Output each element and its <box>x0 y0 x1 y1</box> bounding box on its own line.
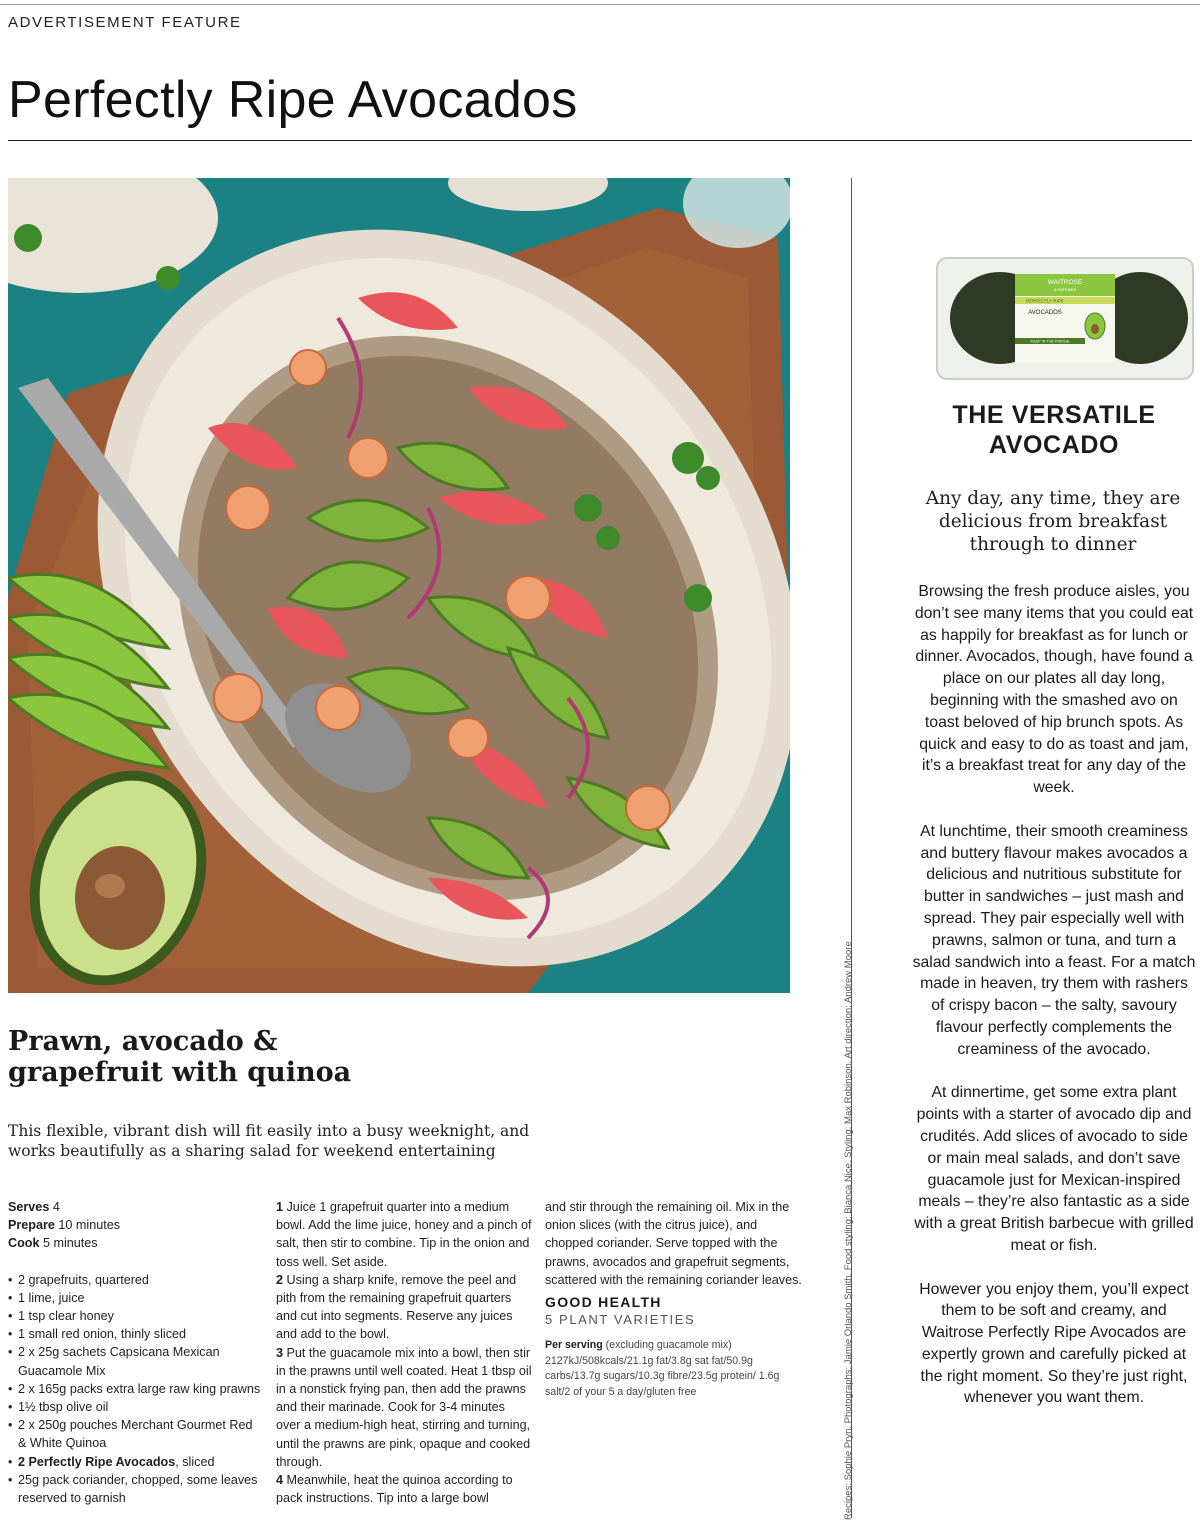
ingredient-item: • 2 grapefruits, quartered <box>8 1271 263 1289</box>
sidebar-paragraph: Browsing the fresh produce aisles, you don’t see many items that you could eat as happily for breakfast as for lunch or dinner. Avocados, though, have found a place on our plates all day long, beginning with the smashed avo on toast beloved of hip brunch spots. As quick and easy to do as toast and jam, it’s a breakfast treat for any day of the week. <box>914 583 1194 797</box>
sidebar-paragraph: At lunchtime, their smooth creaminess and buttery flavour makes avocados a delicious and nutritious substitute for butter in sandwiches – just mash and spread. They pair especially well with prawns, salmon or tuna, and turn a salad sandwich into a feast. For a match made in heaven, try them with rashers of crispy bacon – the salty, savoury flavour perfectly complements the creaminess of the avocado. <box>912 822 1196 1058</box>
good-health-subtitle: 5 PLANT VARIETIES <box>545 1312 696 1328</box>
top-rule <box>0 4 1200 5</box>
method-continued-column <box>545 1198 805 1400</box>
method-step: 2 Using a sharp knife, remove the peel and pith from the remaining grapefruit quarters and cut into segments. Reserve any juices and add to the bowl. <box>276 1272 517 1342</box>
recipe-title <box>8 1026 568 1088</box>
recipe-intro <box>8 1121 578 1161</box>
method-step: 1 Juice 1 grapefruit quarter into a medium bowl. Add the lime juice, honey and a pinch of salt, then stir to combine. Tip in the onion and toss well. Set aside. <box>276 1200 532 1269</box>
ingredient-item: • 1 lime, juice <box>8 1289 263 1307</box>
avocado-pack-image <box>935 256 1195 381</box>
nutrition-info: Per serving (excluding guacamole mix) 2127kJ/508kcals/21.1g fat/3.8g sat fat/50.9g carbs/13.7g sugars/10.3g fibre/23.5g protein/ 1.6g salt/2 of your 5 a day/gluten free <box>545 1339 780 1398</box>
method-step: 4 Meanwhile, heat the quinoa according to pack instructions. Tip into a large bowl <box>276 1473 513 1506</box>
recipe-intro-line-1: This flexible, vibrant dish will fit easily into a busy weeknight, and <box>8 1122 530 1140</box>
recipe-title-line-1: Prawn, avocado & <box>8 1026 278 1057</box>
ingredient-item: • 2 x 25g sachets Capsicana Mexican Guacamole Mix <box>8 1343 263 1379</box>
sidebar-body <box>912 581 1196 1431</box>
good-health-title: GOOD HEALTH <box>545 1294 662 1311</box>
ingredient-item: • 1 tsp clear honey <box>8 1307 263 1325</box>
method-column <box>276 1198 532 1507</box>
page-headline: Perfectly Ripe Avocados <box>8 71 578 129</box>
ingredients-column <box>8 1198 263 1507</box>
ingredient-item: • 1 small red onion, thinly sliced <box>8 1325 263 1343</box>
cook-line: Cook 5 minutes <box>8 1236 98 1251</box>
recipe-intro-line-2: works beautifully as a sharing salad for weekend entertaining <box>8 1142 496 1160</box>
sidebar-heading <box>880 400 1200 460</box>
pack-brand: WAITROSE <box>1047 279 1083 286</box>
serves-line: Serves 4 <box>8 1200 60 1214</box>
salad-photo <box>8 178 790 993</box>
ingredient-item: • 2 x 250g pouches Merchant Gourmet Red & White Quinoa <box>8 1416 263 1452</box>
ingredient-item: • 1½ tbsp olive oil <box>8 1398 263 1416</box>
ingredient-item: • 25g pack coriander, chopped, some leaves reserved to garnish <box>8 1471 263 1507</box>
pack-brand-sub: & PARTNERS <box>1053 288 1077 292</box>
ingredient-list <box>8 1271 263 1508</box>
method-step: 3 Put the guacamole mix into a bowl, then stir in the prawns until well coated. Heat 1 tbsp oil in a nonstick frying pan, then add the prawns and their marinade. Cook for 3-4 minutes over a medium-high heat, stirring and turning, until the prawns are pink, opaque and cooked through. <box>276 1345 532 1469</box>
sidebar-heading-line-2: AVOCADO <box>988 431 1120 459</box>
pack-storage: KEEP IN THE FRIDGE <box>1030 339 1070 344</box>
recipe-title-line-2: grapefruit with quinoa <box>8 1057 352 1088</box>
sidebar-heading-line-1: THE VERSATILE <box>952 401 1156 429</box>
ingredient-item: • 2 x 165g packs extra large raw king prawns <box>8 1380 263 1398</box>
pack-band: PERFECTLY RIPE <box>1026 298 1064 304</box>
photo-credit: Recipes: Sophie Pryn. Photographs: Jamie Orlando Smith. Food styling: Bianca Nice. Styling: Max Robinson. Art direction: Andrew Moore <box>843 941 854 1520</box>
sidebar-paragraph: At dinnertime, get some extra plant points with a starter of avocado dip and crudités. Add slices of avocado to side or main meal salads, and don’t save guacamole just for Mexican-inspired meals – they’re also fantastic as a side with a great British barbecue with grilled meat or fish. <box>914 1084 1194 1254</box>
ingredient-item: • 2 Perfectly Ripe Avocados, sliced <box>8 1453 263 1471</box>
sidebar-paragraph: However you enjoy them, you’ll expect them to be soft and creamy, and Waitrose Perfectly Ripe Avocados are expertly grown and carefully picked at the right moment. So they’re just right, whenever you want them. <box>919 1280 1189 1407</box>
method-step-continued: and stir through the remaining oil. Mix in the onion slices (with the citrus juice), and chopped coriander. Serve topped with the prawns, avocados and grapefruit segments, scattered with the remaining coriander leaves. <box>545 1200 802 1287</box>
advertisement-kicker: ADVERTISEMENT FEATURE <box>8 14 242 31</box>
pack-product: AVOCADOS <box>1028 310 1062 316</box>
prepare-line: Prepare 10 minutes <box>8 1218 121 1233</box>
headline-rule <box>8 140 1192 141</box>
sidebar-standfirst: Any day, any time, they are delicious from breakfast through to dinner <box>925 488 1181 555</box>
